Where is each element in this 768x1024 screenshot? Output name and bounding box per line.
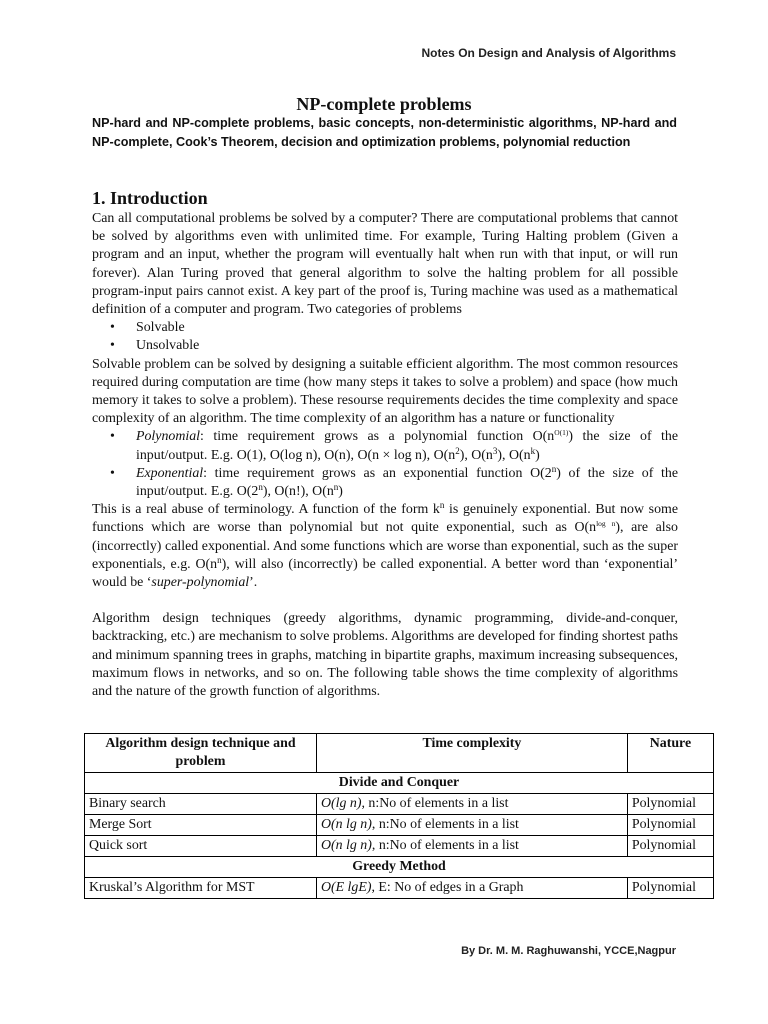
- group-label: Divide and Conquer: [85, 773, 714, 794]
- cell-nature: Polynomial: [627, 815, 713, 836]
- intro-paragraph-4: Algorithm design techniques (greedy algorithms, dynamic programming, divide-and-conquer, backtracking, etc.) are mechanism to solve problems. Algorithms are developed for finding shortest paths and minimum spanning trees in graphs, matching in bipartite graphs, maximum increasing subsequences, maximum flows in networks, and so on. The following table shows the time complexity of algorithms and the nature of the growth function of algorithms.: [92, 611, 678, 700]
- table-row: [85, 794, 714, 815]
- paragraph-gap: [92, 592, 678, 610]
- cell-problem: Binary search: [85, 794, 317, 815]
- cell-problem: Merge Sort: [85, 815, 317, 836]
- introduction-body: [92, 210, 678, 701]
- cell-nature: Polynomial: [627, 878, 713, 899]
- problem-categories-list: [92, 319, 678, 355]
- cell-problem: Quick sort: [85, 836, 317, 857]
- cell-problem: Kruskal’s Algorithm for MST: [85, 878, 317, 899]
- table-group-row: [85, 773, 714, 794]
- cell-complexity: O(E lgE), E: No of edges in a Graph: [316, 878, 627, 899]
- page-title: NP-complete problems: [296, 94, 472, 114]
- keywords: NP-hard and NP-complete problems, basic concepts, non-deterministic algorithms, NP-hard and NP-complete, Cook’s Theorem, decision and optimization problems, polynomial reduction: [92, 116, 677, 149]
- intro-paragraph-1: Can all computational problems be solved by a computer? There are computational problems that cannot be solved by algorithms even with unlimited time. For example, Turing Halting problem (Given a program and an input, whether the program will eventually halt when run with that input, or will run forever). Alan Turing proved that general algorithm to solve the halting problem for all possible program-input pairs cannot exist. A key part of the proof is, Turing machine was used as a mathematical definition of a computer and program. Two categories of problems: [92, 211, 678, 318]
- table-header-row: [85, 734, 714, 773]
- section-heading-introduction: 1. Introduction: [92, 188, 208, 208]
- intro-paragraph-3: This is a real abuse of terminology. A function of the form $k^n$ is genuinely exponential. But now some functions which are worse than polynomial but not quite exponential, such as $O(n^{log n})$, are also (incorrectly) called exponential. And some functions which are worse than exponential, such as the super exponentials, e.g. $O(n^n)$, will also (incorrectly) be called exponential. A better word than ‘exponential’ would be ‘super-polynomial’.: [92, 500, 678, 591]
- complexity-table: [84, 733, 714, 899]
- column-header-complexity: Time complexity: [316, 734, 627, 773]
- cell-nature: Polynomial: [627, 794, 713, 815]
- complexity-nature-list: [92, 428, 678, 501]
- column-header-nature: Nature: [627, 734, 713, 773]
- cell-complexity: O(n lg n), n:No of elements in a list: [316, 815, 627, 836]
- table-row: [85, 815, 714, 836]
- polynomial-item: • Polynomial: time requirement grows as a polynomial function $O(n^{O(1)})$ the size of the input/output. E.g. O(1), O(log n), O(n), O(n × log n), $O(n^2)$, $O(n^3)$, $O(n^k)$: [136, 428, 678, 464]
- group-label: Greedy Method: [85, 857, 714, 878]
- footer-author: By Dr. M. M. Raghuwanshi, YCCE,Nagpur: [461, 945, 676, 957]
- column-header-technique: Algorithm design technique and problem: [85, 734, 317, 773]
- cell-complexity: O(n lg n), n:No of elements in a list: [316, 836, 627, 857]
- cell-complexity: O(lg n), n:No of elements in a list: [316, 794, 627, 815]
- list-item: • Unsolvable: [136, 337, 678, 355]
- running-header: Notes On Design and Analysis of Algorithms: [421, 46, 676, 60]
- table-row: [85, 836, 714, 857]
- table-row: [85, 878, 714, 899]
- intro-paragraph-2: Solvable problem can be solved by designing a suitable efficient algorithm. The most common resources required during computation are time (how many steps it takes to solve a problem) and space (how much memory it takes to solve a problem). These resourse requirements decides the time complexity and space complexity of an algorithm. The time complexity of an algorithm has a nature or functionality: [92, 356, 678, 427]
- table-group-row: [85, 857, 714, 878]
- exponential-item: • Exponential: time requirement grows as an exponential function O(2$^n$) of the size of the input/output. E.g. O(2$^n$), O(n!), $O(n^n)$: [136, 465, 678, 501]
- cell-nature: Polynomial: [627, 836, 713, 857]
- list-item: • Solvable: [136, 319, 678, 337]
